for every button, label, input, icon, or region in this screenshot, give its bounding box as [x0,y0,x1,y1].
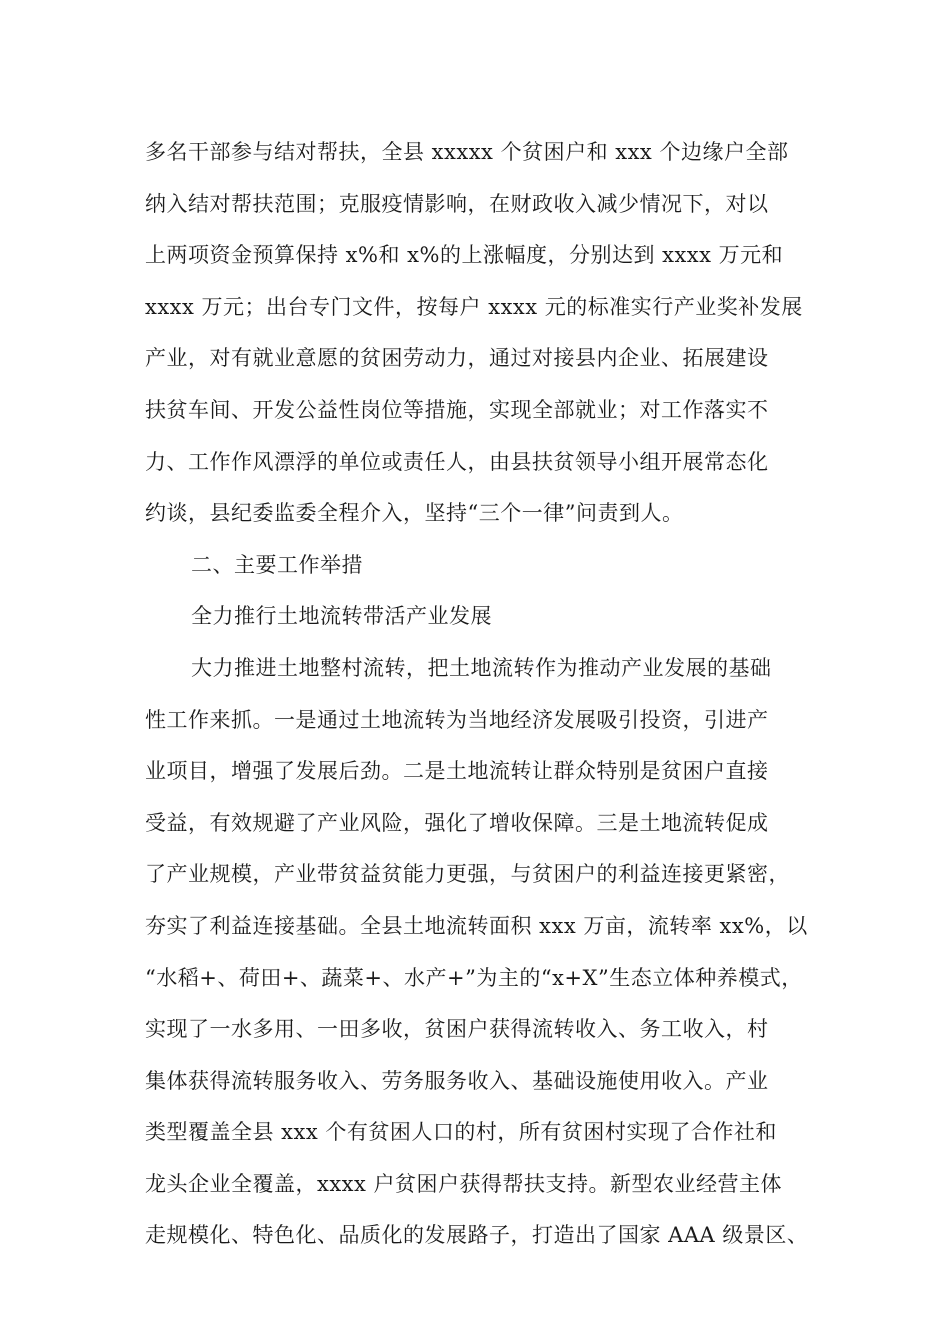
text-line: 力、工作作风漂浮的单位或责任人，由县扶贫领导小组开展常态化 [145,449,769,474]
text-line: 扶贫车间、开发公益性岗位等措施，实现全部就业；对工作落实不 [145,397,769,422]
text-line: 产业，对有就业意愿的贫困劳动力，通过对接县内企业、拓展建设 [145,346,769,371]
text-line: 上两项资金预算保持 x%和 x%的上涨幅度，分别达到 xxxx 万元和 [145,243,784,268]
text-line: 类型覆盖全县 xxx 个有贫困人口的村，所有贫困村实现了合作社和 [145,1120,777,1145]
text-line: 夯实了利益连接基础。全县土地流转面积 xxx 万亩，流转率 xx%，以 [145,913,808,938]
text-line: 多名干部参与结对帮扶，全县 xxxxx 个贫困户和 xxx 个边缘户全部 [145,140,789,164]
text-line: 实现了一水多用、一田多收，贫困户获得流转收入、务工收入，村 [145,1017,769,1042]
text-line: 纳入结对帮扶范围；克服疫情影响，在财政收入减少情况下，对以 [145,191,769,216]
text-line: 约谈，县纪委监委全程介入，坚持“三个一律”问责到人。 [145,501,684,526]
text-line: 大力推进土地整村流转，把土地流转作为推动产业发展的基础 [191,655,772,680]
text-line: “水稻+、荷田+、蔬菜+、水产+”为主的“x+X”生态立体种养模式， [145,965,803,990]
text-line: 了产业规模，产业带贫益贫能力更强，与贫困户的利益连接更紧密， [145,862,790,887]
document-body [145,127,825,1262]
text-line: 走规模化、特色化、品质化的发展路子，打造出了国家 AAA 级景区、 [145,1223,809,1248]
text-line: 集体获得流转服务收入、劳务服务收入、基础设施使用收入。产业 [145,1068,769,1093]
text-line: 龙头企业全覆盖，xxxx 户贫困户获得帮扶支持。新型农业经营主体 [145,1171,783,1196]
text-line: xxxx 万元；出台专门文件，按每户 xxxx 元的标准实行产业奖补发展 [145,294,803,319]
subsection-heading: 全力推行土地流转带活产业发展 [191,604,492,629]
text-line: 业项目，增强了发展后劲。二是土地流转让群众特别是贫困户直接 [145,759,769,784]
text-line: 受益，有效规避了产业风险，强化了增收保障。三是土地流转促成 [145,810,769,835]
text-line: 性工作来抓。一是通过土地流转为当地经济发展吸引投资，引进产 [145,707,769,732]
section-heading: 二、主要工作举措 [191,552,363,577]
